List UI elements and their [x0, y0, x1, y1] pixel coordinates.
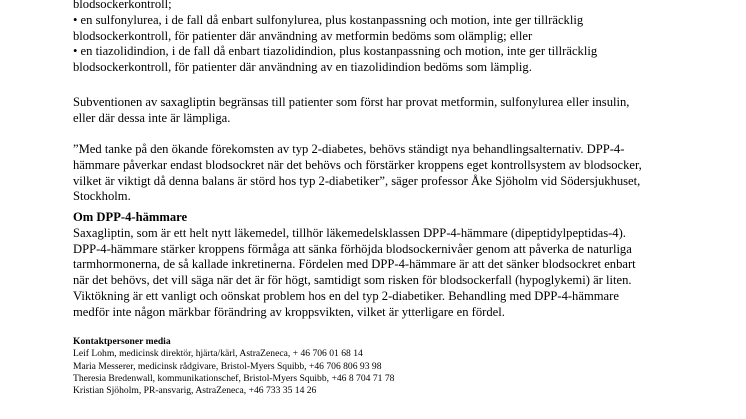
criteria-line: • en tiazolidindion, i de fall då enbart tiazolidindion, plus kostanpassning och motion, inte ger tillräcklig: [73, 44, 598, 59]
dpp4-line: Viktökning är ett vanligt och oönskat problem hos en del typ 2-diabetiker. Behandling med DPP-4-hämmare: [73, 288, 619, 303]
criteria-line: blodsockerkontroll, för patienter där användning av metformin bedöms som olämplig; eller: [73, 28, 533, 43]
criteria-line: blodsockerkontroll, för patienter där användning av en tiazolidindion bedöms som lämplig.: [73, 60, 532, 75]
dpp4-line: medför inte någon märkbar förändring av kroppsvikten, vilket är ytterligare en fördel.: [73, 304, 505, 319]
criteria-line: blodsockerkontroll;: [73, 0, 172, 11]
quote-line: hämmare påverkar endast blodsockret när det behövs och förstärker kroppens eget kontrollsystem av blodsocker,: [73, 157, 642, 172]
dpp4-line: när det behövs, det vill säga när det är för högt, samtidigt som risken för blodsockerfall (hypoglykemi) är liten.: [73, 273, 632, 288]
subsidy-paragraph: [73, 95, 693, 127]
quote-line: Stockholm.: [73, 189, 131, 204]
subsidy-line: Subventionen av saxagliptin begränsas till patienter som först har provat metformin, sulfonylurea eller insulin,: [73, 95, 630, 109]
criteria-block: [73, 0, 693, 76]
quote-line: ”Med tanke på den ökande förekomsten av typ 2-diabetes, behövs ständigt nya behandlingsalternativ. DPP-4-: [73, 142, 625, 156]
contact-item: Maria Messerer, medicinsk rådgivare, Bristol-Myers Squibb, +46 706 806 93 98: [73, 360, 382, 372]
quote-line: vilket är viktigt då denna balans är störd hos typ 2-diabetiker”, säger professor Åke Sjöholm vid Södersjukhuset,: [73, 173, 641, 188]
contact-item: Kristian Sjöholm, PR-ansvarig, AstraZeneca, +46 733 35 14 26: [73, 385, 317, 397]
contact-item: Theresia Bredenwall, kommunikationschef, Bristol-Myers Squibb, +46 8 704 71 78: [73, 372, 395, 384]
dpp4-line: DPP-4-hämmare stärker kroppens förmåga att sänka förhöjda blodsockernivåer genom att påverka de naturliga: [73, 241, 632, 256]
criteria-line: • en sulfonylurea, i de fall då enbart sulfonylurea, plus kostanpassning och motion, inte ger tillräcklig: [73, 12, 584, 27]
dpp4-line: Saxagliptin, som är ett helt nytt läkemedel, tillhör läkemedelsklassen DPP-4-hämmare (dipeptidylpeptidas-4).: [73, 225, 626, 240]
contacts-heading: Kontaktpersoner media: [73, 336, 171, 347]
subsidy-line: eller där dessa inte är lämpliga.: [73, 110, 231, 125]
quote-paragraph: [73, 142, 693, 205]
contacts-section: [73, 336, 693, 397]
dpp4-heading: Om DPP-4-hämmare: [73, 210, 188, 224]
dpp4-section: [73, 210, 693, 321]
contact-item: Leif Lohm, medicinsk direktör, hjärta/kärl, AstraZeneca, + 46 706 01 68 14: [73, 348, 363, 360]
dpp4-line: tarmhormonerna, de så kallade inkretinerna. Fördelen med DPP-4-hämmare är att det sänker blodsockret enbart: [73, 257, 636, 272]
